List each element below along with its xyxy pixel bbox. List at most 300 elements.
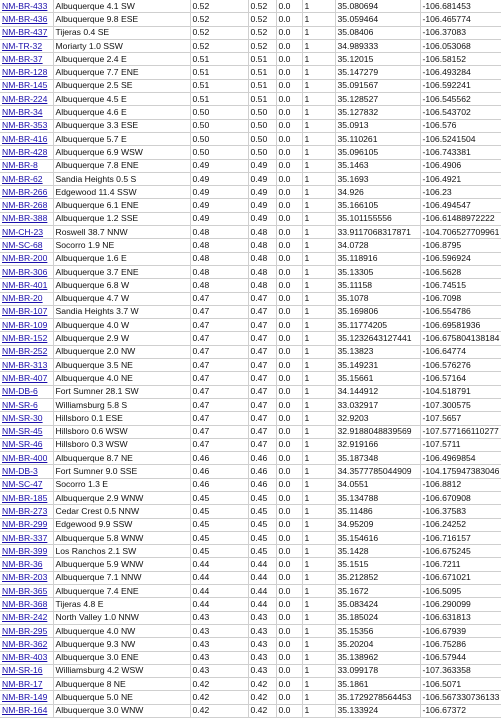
station-id-cell[interactable] [0, 425, 53, 438]
value-cell: 0.45 [248, 491, 276, 504]
total-cell: 0.50 [190, 106, 248, 119]
station-id-cell[interactable] [0, 558, 53, 571]
station-name-cell: Moriarty 1.0 SSW [53, 39, 190, 52]
total-cell: 0.52 [190, 26, 248, 39]
station-link[interactable]: NM-BR-401 [2, 279, 48, 290]
latitude-cell: 35.15356 [335, 624, 420, 637]
station-link[interactable]: NM-BR-152 [2, 333, 48, 344]
latitude-cell: 35.11158 [335, 279, 420, 292]
longitude-cell: -107.300575 [420, 398, 501, 411]
missing-cell: 0.0 [276, 53, 302, 66]
table-row [0, 26, 501, 39]
total-cell: 0.49 [190, 186, 248, 199]
station-id-cell[interactable] [0, 611, 53, 624]
station-link[interactable]: NM-BR-428 [2, 146, 48, 157]
value-cell: 0.43 [248, 651, 276, 664]
latitude-cell: 32.919166 [335, 438, 420, 451]
table-row [0, 319, 501, 332]
count-cell: 1 [302, 425, 335, 438]
station-id-cell[interactable] [0, 53, 53, 66]
station-name-cell: Albuquerque 4.0 NE [53, 372, 190, 385]
longitude-cell: -106.67372 [420, 704, 501, 717]
station-name-cell: Sandia Heights 3.7 W [53, 305, 190, 318]
station-id-cell[interactable] [0, 585, 53, 598]
latitude-cell: 35.110261 [335, 132, 420, 145]
station-id-cell[interactable] [0, 505, 53, 518]
station-id-cell[interactable] [0, 146, 53, 159]
station-id-cell[interactable] [0, 385, 53, 398]
station-id-cell[interactable] [0, 598, 53, 611]
missing-cell: 0.0 [276, 678, 302, 691]
missing-cell: 0.0 [276, 93, 302, 106]
longitude-cell: -106.5095 [420, 585, 501, 598]
station-id-cell[interactable] [0, 212, 53, 225]
missing-cell: 0.0 [276, 372, 302, 385]
table-row [0, 332, 501, 345]
longitude-cell: -106.69581936 [420, 319, 501, 332]
station-link[interactable]: NM-SR-16 [2, 665, 43, 676]
station-link[interactable]: NM-SR-46 [2, 439, 43, 450]
count-cell: 1 [302, 678, 335, 691]
value-cell: 0.42 [248, 678, 276, 691]
value-cell: 0.47 [248, 332, 276, 345]
total-cell: 0.43 [190, 638, 248, 651]
missing-cell: 0.0 [276, 292, 302, 305]
station-link[interactable]: NM-BR-407 [2, 372, 48, 383]
longitude-cell: -104.706527709961 [420, 226, 501, 239]
station-name-cell: Albuquerque 4.6 E [53, 106, 190, 119]
value-cell: 0.43 [248, 624, 276, 637]
station-link[interactable]: NM-BR-252 [2, 346, 48, 357]
station-name-cell: Albuquerque 3.0 WNW [53, 704, 190, 717]
station-name-cell: Albuquerque 6.1 ENE [53, 199, 190, 212]
station-link[interactable]: NM-BR-436 [2, 13, 48, 24]
station-link[interactable]: NM-SR-30 [2, 412, 43, 423]
count-cell: 1 [302, 226, 335, 239]
value-cell: 0.47 [248, 359, 276, 372]
missing-cell: 0.0 [276, 319, 302, 332]
station-link[interactable]: NM-BR-388 [2, 213, 48, 224]
missing-cell: 0.0 [276, 545, 302, 558]
station-name-cell: Tijeras 4.8 E [53, 598, 190, 611]
station-link[interactable]: NM-BR-149 [2, 692, 48, 703]
latitude-cell: 34.0551 [335, 478, 420, 491]
station-id-cell[interactable] [0, 624, 53, 637]
station-id-cell[interactable] [0, 571, 53, 584]
missing-cell: 0.0 [276, 26, 302, 39]
station-id-cell[interactable] [0, 332, 53, 345]
latitude-cell: 35.08406 [335, 26, 420, 39]
missing-cell: 0.0 [276, 465, 302, 478]
count-cell: 1 [302, 239, 335, 252]
station-name-cell: Hillsboro 0.6 WSW [53, 425, 190, 438]
longitude-cell: -106.75286 [420, 638, 501, 651]
value-cell: 0.47 [248, 345, 276, 358]
missing-cell: 0.0 [276, 611, 302, 624]
total-cell: 0.46 [190, 478, 248, 491]
count-cell: 1 [302, 611, 335, 624]
missing-cell: 0.0 [276, 199, 302, 212]
value-cell: 0.47 [248, 425, 276, 438]
longitude-cell: -106.4921 [420, 172, 501, 185]
station-id-cell[interactable] [0, 186, 53, 199]
station-name-cell: Albuquerque 7.8 ENE [53, 159, 190, 172]
table-row [0, 79, 501, 92]
station-name-cell: North Valley 1.0 NNW [53, 611, 190, 624]
count-cell: 1 [302, 638, 335, 651]
longitude-cell: -106.4906 [420, 159, 501, 172]
station-name-cell: Albuquerque 2.5 SE [53, 79, 190, 92]
missing-cell: 0.0 [276, 478, 302, 491]
longitude-cell: -106.053068 [420, 39, 501, 52]
missing-cell: 0.0 [276, 598, 302, 611]
count-cell: 1 [302, 13, 335, 26]
latitude-cell: 35.0913 [335, 119, 420, 132]
station-id-cell[interactable] [0, 239, 53, 252]
station-link[interactable]: NM-BR-337 [2, 532, 48, 543]
station-id-cell[interactable] [0, 491, 53, 504]
value-cell: 0.48 [248, 239, 276, 252]
value-cell: 0.45 [248, 518, 276, 531]
station-link[interactable]: NM-BR-295 [2, 625, 48, 636]
total-cell: 0.50 [190, 146, 248, 159]
station-id-cell[interactable] [0, 319, 53, 332]
station-id-cell[interactable] [0, 292, 53, 305]
station-link[interactable]: NM-SR-45 [2, 426, 43, 437]
value-cell: 0.43 [248, 638, 276, 651]
station-id-cell[interactable] [0, 79, 53, 92]
station-name-cell: Los Ranchos 2.1 SW [53, 545, 190, 558]
missing-cell: 0.0 [276, 505, 302, 518]
longitude-cell: -106.57944 [420, 651, 501, 664]
station-id-cell[interactable] [0, 93, 53, 106]
count-cell: 1 [302, 571, 335, 584]
station-link[interactable]: NM-BR-62 [2, 173, 43, 184]
station-id-cell[interactable] [0, 465, 53, 478]
longitude-cell: -106.681453 [420, 0, 501, 13]
station-name-cell: Hillsboro 0.1 ESE [53, 412, 190, 425]
station-link[interactable]: NM-BR-164 [2, 705, 48, 716]
station-link[interactable]: NM-BR-128 [2, 67, 48, 78]
station-id-cell[interactable] [0, 531, 53, 544]
station-id-cell[interactable] [0, 132, 53, 145]
longitude-cell: -106.290099 [420, 598, 501, 611]
longitude-cell: -106.23 [420, 186, 501, 199]
station-link[interactable]: NM-BR-185 [2, 492, 48, 503]
station-link[interactable]: NM-BR-353 [2, 120, 48, 131]
total-cell: 0.45 [190, 531, 248, 544]
count-cell: 1 [302, 292, 335, 305]
total-cell: 0.50 [190, 119, 248, 132]
total-cell: 0.52 [190, 0, 248, 13]
station-name-cell: Cedar Crest 0.5 NNW [53, 505, 190, 518]
station-name-cell: Albuquerque 4.1 SW [53, 0, 190, 13]
missing-cell: 0.0 [276, 132, 302, 145]
station-link[interactable]: NM-SC-47 [2, 479, 43, 490]
count-cell: 1 [302, 119, 335, 132]
value-cell: 0.42 [248, 691, 276, 704]
station-name-cell: Albuquerque 1.2 SSE [53, 212, 190, 225]
longitude-cell: -106.8795 [420, 239, 501, 252]
value-cell: 0.47 [248, 319, 276, 332]
latitude-cell: 35.169806 [335, 305, 420, 318]
station-name-cell: Albuquerque 3.3 ESE [53, 119, 190, 132]
longitude-cell: -106.5628 [420, 265, 501, 278]
missing-cell: 0.0 [276, 691, 302, 704]
missing-cell: 0.0 [276, 651, 302, 664]
total-cell: 0.45 [190, 505, 248, 518]
missing-cell: 0.0 [276, 704, 302, 717]
station-id-cell[interactable] [0, 518, 53, 531]
count-cell: 1 [302, 385, 335, 398]
longitude-cell: -106.592241 [420, 79, 501, 92]
total-cell: 0.47 [190, 319, 248, 332]
station-id-cell[interactable] [0, 305, 53, 318]
latitude-cell: 35.185024 [335, 611, 420, 624]
station-id-cell[interactable] [0, 252, 53, 265]
station-link[interactable]: NM-BR-145 [2, 80, 48, 91]
station-id-cell[interactable] [0, 478, 53, 491]
latitude-cell: 35.1693 [335, 172, 420, 185]
longitude-cell: -106.494547 [420, 199, 501, 212]
latitude-cell: 34.989333 [335, 39, 420, 52]
station-name-cell: Albuquerque 1.6 E [53, 252, 190, 265]
count-cell: 1 [302, 345, 335, 358]
station-name-cell: Albuquerque 3.5 NE [53, 359, 190, 372]
longitude-cell: -106.675804138184 [420, 332, 501, 345]
value-cell: 0.45 [248, 505, 276, 518]
station-id-cell[interactable] [0, 199, 53, 212]
latitude-cell: 35.134788 [335, 491, 420, 504]
count-cell: 1 [302, 545, 335, 558]
latitude-cell: 35.1672 [335, 585, 420, 598]
station-link[interactable]: NM-BR-437 [2, 27, 48, 38]
station-id-cell[interactable] [0, 106, 53, 119]
station-id-cell[interactable] [0, 438, 53, 451]
station-link[interactable]: NM-BR-416 [2, 133, 48, 144]
missing-cell: 0.0 [276, 558, 302, 571]
total-cell: 0.43 [190, 651, 248, 664]
longitude-cell: -106.58152 [420, 53, 501, 66]
latitude-cell: 35.1515 [335, 558, 420, 571]
table-row [0, 585, 501, 598]
table-row [0, 385, 501, 398]
station-id-cell[interactable] [0, 691, 53, 704]
latitude-cell: 33.9117068317871 [335, 226, 420, 239]
count-cell: 1 [302, 518, 335, 531]
station-id-cell[interactable] [0, 159, 53, 172]
missing-cell: 0.0 [276, 491, 302, 504]
station-id-cell[interactable] [0, 545, 53, 558]
total-cell: 0.47 [190, 425, 248, 438]
station-link[interactable]: NM-BR-362 [2, 638, 48, 649]
station-link[interactable]: NM-BR-268 [2, 200, 48, 211]
total-cell: 0.48 [190, 239, 248, 252]
count-cell: 1 [302, 651, 335, 664]
station-id-cell[interactable] [0, 226, 53, 239]
station-link[interactable]: NM-BR-365 [2, 585, 48, 596]
station-link[interactable]: NM-BR-313 [2, 359, 48, 370]
station-link[interactable]: NM-BR-109 [2, 319, 48, 330]
latitude-cell: 35.11774205 [335, 319, 420, 332]
station-id-cell[interactable] [0, 39, 53, 52]
value-cell: 0.46 [248, 452, 276, 465]
value-cell: 0.50 [248, 106, 276, 119]
missing-cell: 0.0 [276, 39, 302, 52]
station-link[interactable]: NM-BR-433 [2, 0, 48, 11]
value-cell: 0.49 [248, 199, 276, 212]
total-cell: 0.49 [190, 172, 248, 185]
count-cell: 1 [302, 704, 335, 717]
station-id-cell[interactable] [0, 119, 53, 132]
total-cell: 0.44 [190, 558, 248, 571]
station-name-cell: Albuquerque 2.4 E [53, 53, 190, 66]
station-link[interactable]: NM-BR-37 [2, 53, 43, 64]
station-id-cell[interactable] [0, 0, 53, 13]
station-link[interactable]: NM-BR-20 [2, 293, 43, 304]
station-id-cell[interactable] [0, 359, 53, 372]
value-cell: 0.49 [248, 212, 276, 225]
count-cell: 1 [302, 305, 335, 318]
table-row [0, 398, 501, 411]
longitude-cell: -107.363358 [420, 664, 501, 677]
station-link[interactable]: NM-BR-224 [2, 93, 48, 104]
count-cell: 1 [302, 465, 335, 478]
value-cell: 0.43 [248, 611, 276, 624]
station-id-cell[interactable] [0, 345, 53, 358]
value-cell: 0.48 [248, 265, 276, 278]
station-name-cell: Albuquerque 5.0 NE [53, 691, 190, 704]
station-link[interactable]: NM-DB-6 [2, 386, 38, 397]
value-cell: 0.50 [248, 132, 276, 145]
longitude-cell: -106.670908 [420, 491, 501, 504]
longitude-cell: -106.74515 [420, 279, 501, 292]
station-link[interactable]: NM-TR-32 [2, 40, 43, 51]
station-id-cell[interactable] [0, 398, 53, 411]
station-id-cell[interactable] [0, 452, 53, 465]
total-cell: 0.43 [190, 664, 248, 677]
table-row [0, 598, 501, 611]
total-cell: 0.42 [190, 691, 248, 704]
station-link[interactable]: NM-BR-273 [2, 505, 48, 516]
station-id-cell[interactable] [0, 372, 53, 385]
table-row [0, 651, 501, 664]
station-name-cell: Albuquerque 3.7 ENE [53, 265, 190, 278]
latitude-cell: 35.187348 [335, 452, 420, 465]
station-id-cell[interactable] [0, 66, 53, 79]
station-id-cell[interactable] [0, 664, 53, 677]
station-name-cell: Williamsburg 5.8 S [53, 398, 190, 411]
table-row [0, 305, 501, 318]
table-row [0, 39, 501, 52]
table-row [0, 252, 501, 265]
station-id-cell[interactable] [0, 704, 53, 717]
station-id-cell[interactable] [0, 26, 53, 39]
total-cell: 0.44 [190, 585, 248, 598]
table-row [0, 345, 501, 358]
station-link[interactable]: NM-BR-17 [2, 678, 43, 689]
table-row [0, 0, 501, 13]
total-cell: 0.44 [190, 571, 248, 584]
station-link[interactable]: NM-BR-203 [2, 572, 48, 583]
latitude-cell: 35.1428 [335, 545, 420, 558]
latitude-cell: 35.118916 [335, 252, 420, 265]
station-link[interactable]: NM-CH-23 [2, 226, 44, 237]
station-link[interactable]: NM-BR-266 [2, 186, 48, 197]
station-link[interactable]: NM-BR-400 [2, 452, 48, 463]
count-cell: 1 [302, 531, 335, 544]
latitude-cell: 35.080694 [335, 0, 420, 13]
station-id-cell[interactable] [0, 651, 53, 664]
station-link[interactable]: NM-SR-6 [2, 399, 38, 410]
missing-cell: 0.0 [276, 119, 302, 132]
table-row [0, 465, 501, 478]
value-cell: 0.43 [248, 664, 276, 677]
table-row [0, 146, 501, 159]
table-row [0, 132, 501, 145]
value-cell: 0.50 [248, 146, 276, 159]
latitude-cell: 35.12015 [335, 53, 420, 66]
missing-cell: 0.0 [276, 0, 302, 13]
table-row [0, 691, 501, 704]
station-link[interactable]: NM-BR-34 [2, 107, 43, 118]
latitude-cell: 35.133924 [335, 704, 420, 717]
count-cell: 1 [302, 199, 335, 212]
total-cell: 0.49 [190, 212, 248, 225]
station-id-cell[interactable] [0, 172, 53, 185]
station-id-cell[interactable] [0, 13, 53, 26]
longitude-cell: -106.7098 [420, 292, 501, 305]
count-cell: 1 [302, 146, 335, 159]
station-link[interactable]: NM-BR-36 [2, 559, 43, 570]
value-cell: 0.50 [248, 119, 276, 132]
value-cell: 0.44 [248, 558, 276, 571]
station-id-cell[interactable] [0, 678, 53, 691]
latitude-cell: 35.13823 [335, 345, 420, 358]
table-row [0, 359, 501, 372]
station-link[interactable]: NM-BR-306 [2, 266, 48, 277]
station-link[interactable]: NM-BR-200 [2, 253, 48, 264]
table-row [0, 292, 501, 305]
total-cell: 0.47 [190, 332, 248, 345]
missing-cell: 0.0 [276, 664, 302, 677]
missing-cell: 0.0 [276, 359, 302, 372]
longitude-cell: -106.743381 [420, 146, 501, 159]
table-row [0, 159, 501, 172]
station-link[interactable]: NM-BR-368 [2, 599, 48, 609]
station-link[interactable]: NM-BR-8 [2, 160, 38, 171]
table-row [0, 518, 501, 531]
station-link[interactable]: NM-BR-403 [2, 652, 48, 663]
count-cell: 1 [302, 0, 335, 13]
table-row [0, 53, 501, 66]
station-link[interactable]: NM-BR-399 [2, 545, 48, 556]
station-id-cell[interactable] [0, 265, 53, 278]
station-link[interactable]: NM-BR-107 [2, 306, 48, 317]
total-cell: 0.46 [190, 452, 248, 465]
station-link[interactable]: NM-DB-3 [2, 466, 38, 477]
station-link[interactable]: NM-BR-299 [2, 519, 48, 530]
longitude-cell: -106.576 [420, 119, 501, 132]
station-link[interactable]: NM-SC-68 [2, 239, 43, 250]
station-id-cell[interactable] [0, 279, 53, 292]
table-row [0, 478, 501, 491]
longitude-cell: -106.4969854 [420, 452, 501, 465]
station-id-cell[interactable] [0, 412, 53, 425]
latitude-cell: 35.154616 [335, 531, 420, 544]
station-link[interactable]: NM-BR-242 [2, 612, 48, 623]
missing-cell: 0.0 [276, 226, 302, 239]
